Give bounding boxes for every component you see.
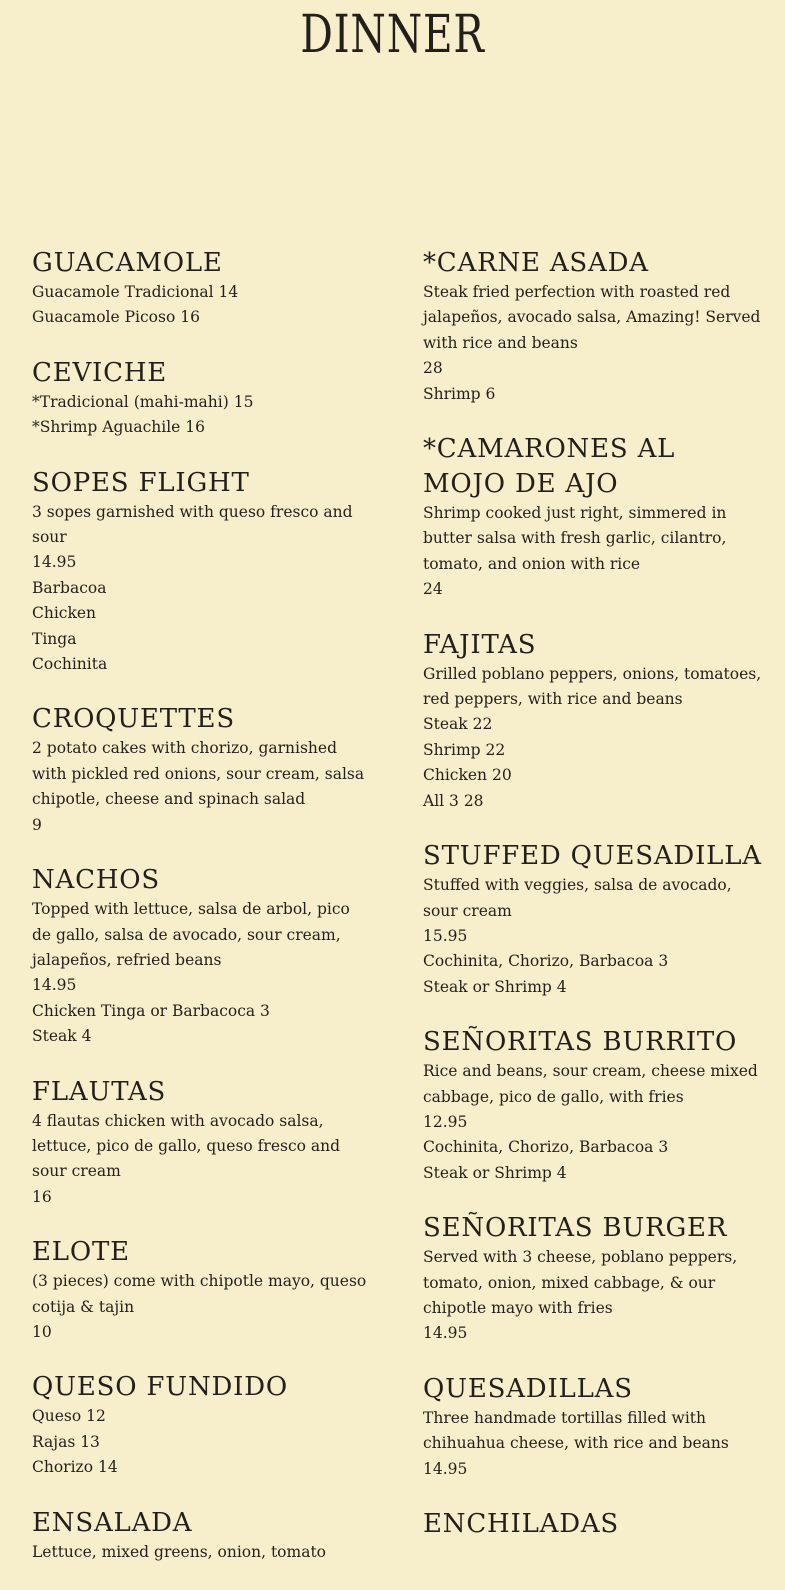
section-title: SEÑORITAS BURGER <box>423 1213 728 1244</box>
menu-item-line: Rajas 13 <box>32 1432 100 1451</box>
menu-section <box>423 839 763 1000</box>
section-title: SOPES FLIGHT <box>32 467 250 498</box>
menu-item-line: Served with 3 cheese, poblano peppers, tomato, onion, mixed cabbage, & our chipotle mayo with fries <box>423 1248 738 1317</box>
menu-item-line: Shrimp 6 <box>423 384 496 403</box>
section-title: FLAUTAS <box>32 1076 167 1107</box>
section-title: QUESADILLAS <box>423 1373 633 1404</box>
menu-item-line: (3 pieces) come with chipotle mayo, queso cotija & tajin <box>32 1272 367 1316</box>
section-title: NACHOS <box>32 865 161 896</box>
menu-item-line: 14.95 <box>423 1459 468 1478</box>
menu-column-left <box>32 246 372 1590</box>
menu-item-line: Guacamole Picoso 16 <box>32 308 200 327</box>
menu-item-line: 14.95 <box>423 1324 468 1343</box>
menu-item-line: Three handmade tortillas filled with chihuahua cheese, with rice and beans <box>423 1408 729 1453</box>
menu-item-line: Tinga <box>32 629 77 648</box>
menu-item-line: All 3 28 <box>423 791 484 810</box>
menu-item-line: Queso 12 <box>32 1407 106 1426</box>
menu-item-line: 10 <box>32 1322 52 1341</box>
page-title: DINNER <box>300 5 485 65</box>
menu-item-line: Steak fried perfection with roasted red jalapeños, avocado salsa, Amazing! Served with rice and beans <box>423 283 761 352</box>
menu-item-line: Guacamole Tradicional 14 <box>32 283 239 301</box>
menu-section <box>32 1075 372 1211</box>
menu-item-line: Shrimp cooked just right, simmered in butter salsa with fresh garlic, cilantro, tomato, and onion with rice <box>423 504 727 573</box>
menu-item-line: 14.95 <box>32 553 77 572</box>
menu-section <box>32 702 372 838</box>
section-title: GUACAMOLE <box>32 248 223 278</box>
section-title: *CARNE ASADA <box>423 248 649 278</box>
section-title: *CAMARONES AL MOJO DE AJO <box>423 434 676 500</box>
menu-item-line: 16 <box>32 1187 52 1206</box>
menu-section <box>423 1025 763 1186</box>
menu-item-line: Steak 4 <box>32 1027 92 1046</box>
menu-item-line: Steak or Shrimp 4 <box>423 977 567 996</box>
section-title: STUFFED QUESADILLA <box>423 841 762 872</box>
menu-item-line: Chorizo 14 <box>32 1458 118 1477</box>
menu-item-line: 15.95 <box>423 926 468 945</box>
menu-item-line: Rice and beans, sour cream, cheese mixed cabbage, pico de gallo, with fries <box>423 1062 758 1106</box>
menu-item-line: Steak 22 <box>423 715 493 734</box>
section-title: ELOTE <box>32 1237 130 1268</box>
menu-item-line: 28 <box>423 359 443 378</box>
menu-item-line: 12.95 <box>423 1112 468 1131</box>
menu-section <box>423 246 763 407</box>
section-title: CROQUETTES <box>32 704 235 735</box>
menu-item-line: 14.95 <box>32 976 77 995</box>
menu-item-line: *Shrimp Aguachile 16 <box>32 418 206 437</box>
menu-section <box>423 1507 763 1542</box>
menu-item-line: Topped with lettuce, salsa de arbol, pico de gallo, salsa de avocado, sour cream, jalapeños, refried beans <box>32 900 350 969</box>
menu-item-line: Steak or Shrimp 4 <box>423 1163 567 1182</box>
menu-item-line: 24 <box>423 580 443 599</box>
menu-item-line: *Tradicional (mahi-mahi) 15 <box>32 392 254 411</box>
menu-item-line: Chicken Tinga or Barbacoca 3 <box>32 1001 270 1020</box>
menu-section <box>32 1370 372 1480</box>
menu-item-line: Lettuce, mixed greens, onion, tomato <box>32 1542 327 1561</box>
menu-item-line: Cochinita, Chorizo, Barbacoa 3 <box>423 1138 669 1157</box>
menu-item-line: Chicken <box>32 604 97 623</box>
menu-column-right <box>423 246 763 1566</box>
menu-item-line: Barbacoa <box>32 578 107 597</box>
menu-section <box>32 356 372 441</box>
section-title: CEVICHE <box>32 357 168 388</box>
section-title: SEÑORITAS BURRITO <box>423 1027 738 1058</box>
menu-item-line: Chicken 20 <box>423 766 512 785</box>
menu-item-line: Cochinita <box>32 655 108 674</box>
menu-item-line: Grilled poblano peppers, onions, tomatoes, red peppers, with rice and beans <box>423 664 762 709</box>
menu-item-line: 4 flautas chicken with avocado salsa, lettuce, pico de gallo, queso fresco and sour cream <box>32 1111 341 1181</box>
section-title: QUESO FUNDIDO <box>32 1372 288 1403</box>
menu-item-line: 9 <box>32 815 42 834</box>
menu-section <box>32 1235 372 1345</box>
menu-item-line: 2 potato cakes with chorizo, garnished with pickled red onions, sour cream, salsa chipotle, cheese and spinach salad <box>32 739 365 809</box>
menu-section <box>423 432 763 603</box>
menu-section <box>423 628 763 814</box>
menu-section <box>423 1372 763 1482</box>
menu-item-line: 3 sopes garnished with queso fresco and sour <box>32 502 353 547</box>
menu-section <box>32 1506 372 1565</box>
menu-item-line: Stuffed with veggies, salsa de avocado, sour cream <box>423 876 732 920</box>
section-title: ENSALADA <box>32 1507 193 1538</box>
menu-section <box>32 466 372 678</box>
menu-section <box>423 1211 763 1347</box>
menu-item-line: Shrimp 22 <box>423 740 506 759</box>
menu-section <box>32 246 372 331</box>
menu-section <box>32 863 372 1049</box>
section-title: ENCHILADAS <box>423 1509 620 1539</box>
menu-item-line: Cochinita, Chorizo, Barbacoa 3 <box>423 952 669 971</box>
section-title: FAJITAS <box>423 629 537 660</box>
